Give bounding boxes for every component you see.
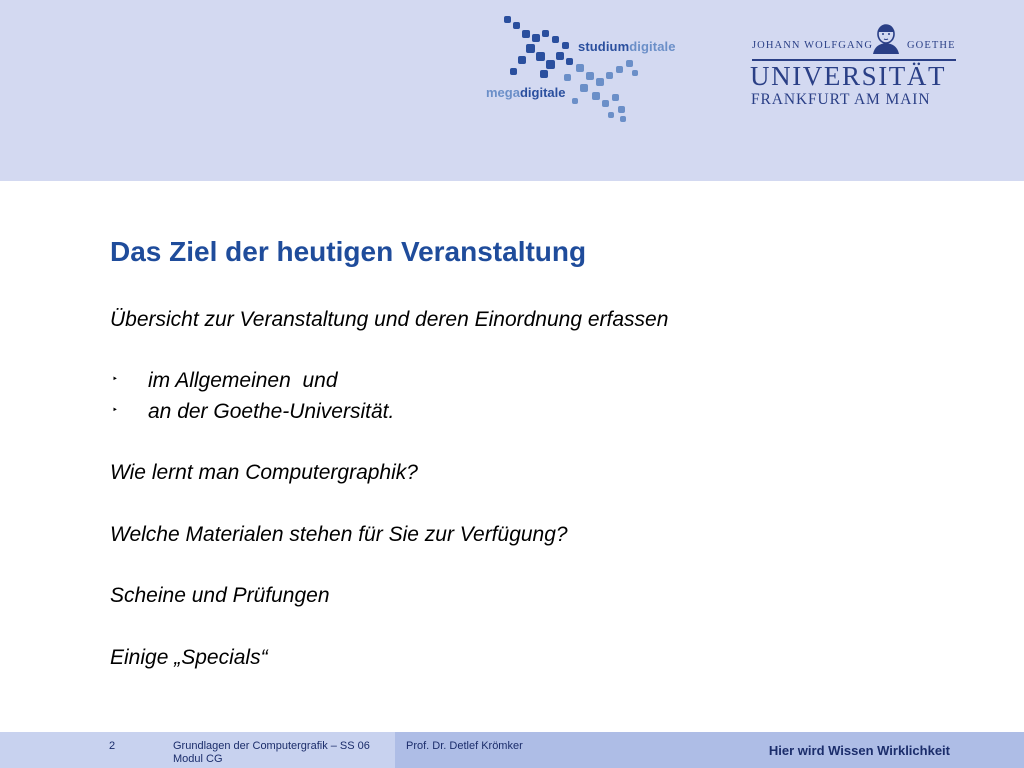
course-module: Modul CG	[173, 753, 223, 765]
uni-logo-top-left: JOHANN WOLFGANG	[752, 40, 874, 51]
uni-logo-sub: FRANKFURT AM MAIN	[751, 91, 931, 108]
bullet-item: an der Goethe-Universität.	[148, 400, 395, 423]
intro-text: Übersicht zur Veranstaltung und deren Einordnung erfassen	[110, 308, 669, 331]
uni-logo-top-right: GOETHE	[907, 40, 956, 51]
bullet-icon: ‣	[112, 374, 118, 385]
uni-logo-main: UNIVERSITÄT	[750, 61, 947, 91]
footer-claim: Hier wird Wissen Wirklichkeit	[768, 743, 950, 758]
course-title: Grundlagen der Computergrafik – SS 06	[173, 740, 370, 752]
page-number: 2	[109, 740, 116, 752]
content-line: Scheine und Prüfungen	[110, 584, 330, 607]
content-line: Einige „Specials“	[110, 646, 268, 669]
pixel-pattern-icon	[480, 12, 680, 127]
slide-header	[0, 0, 1024, 181]
bullet-icon: ‣	[112, 405, 118, 416]
bullet-item: im Allgemeinen und	[148, 369, 338, 392]
slide-footer	[0, 732, 1024, 768]
content-line: Welche Materialen stehen für Sie zur Verfügung?	[110, 523, 568, 546]
studiumdigitale-wordmark: studiumdigitale	[578, 39, 676, 54]
lecturer-name: Prof. Dr. Detlef Krömker	[406, 740, 523, 752]
goethe-portrait-icon	[867, 22, 905, 54]
studiumdigitale-logo	[480, 12, 680, 127]
goethe-university-logo	[750, 22, 960, 112]
content-line: Wie lernt man Computergraphik?	[110, 461, 418, 484]
slide-title: Das Ziel der heutigen Veranstaltung	[110, 236, 587, 267]
megadigitale-wordmark: megadigitale	[486, 85, 566, 100]
